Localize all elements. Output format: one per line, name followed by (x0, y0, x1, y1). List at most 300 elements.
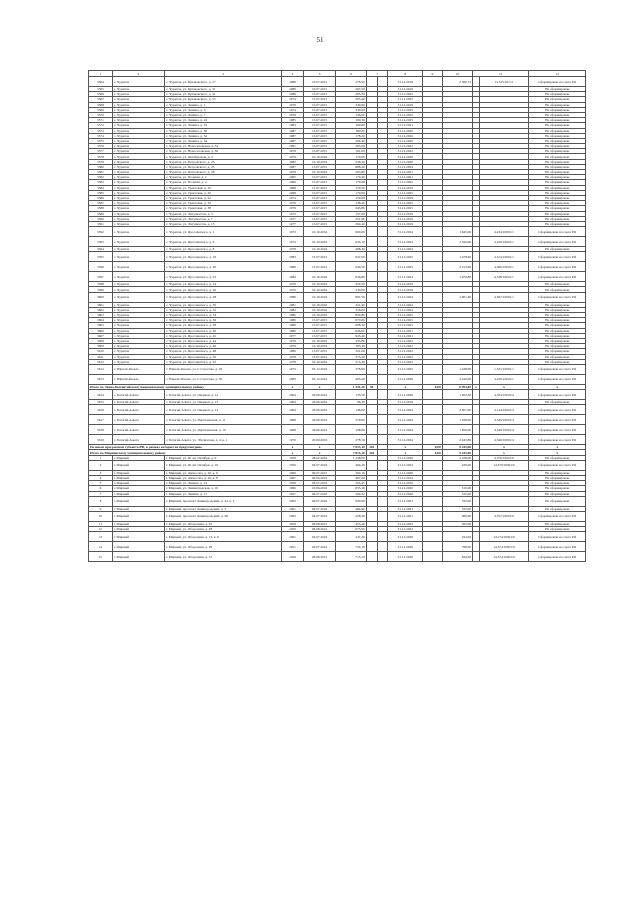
table-cell (366, 374, 377, 384)
table-cell: г. Мирный (112, 552, 164, 562)
table-cell: 1980 (282, 313, 304, 318)
table-cell (377, 532, 388, 542)
table-cell: 03.12.2016 (303, 374, 336, 384)
table-cell: Не сформирован (529, 216, 586, 221)
table-cell: 1979 (282, 149, 304, 154)
table-cell: Не сформирован (529, 318, 586, 323)
table-cell: 31.12.2022 (388, 527, 423, 532)
table-cell: 31.12.2021 (388, 511, 423, 521)
table-cell: 2 540,00 (442, 237, 472, 247)
table-cell: 1964 (282, 405, 304, 415)
table-cell: Сформирован на счете РО (529, 227, 586, 237)
table-cell: Сформирован на счете РО (529, 262, 586, 272)
table-cell: г. Мирный, ул. Ленина, д. 14 (164, 481, 281, 486)
table-cell: 10.10.2016 (303, 344, 336, 349)
table-cell: 4,346/10001/4 (479, 425, 529, 435)
table-cell: г. Мирный (112, 511, 164, 521)
table-cell: г. Мирный (112, 491, 164, 496)
table-cell: 3587 (89, 201, 113, 206)
table-cell: 3580 (89, 164, 113, 169)
table-cell: x (303, 384, 336, 389)
table-cell (377, 496, 388, 506)
table-cell: 10.10.2016 (303, 247, 336, 252)
table-cell: с. Батагай-Алыта, ул. Эбеляхская, д. 4, к. 1 (164, 435, 281, 445)
table-cell: 10.10.2016 (303, 237, 336, 247)
table-cell: 31.12.2019 (388, 400, 423, 405)
table-cell: 1989 (282, 92, 304, 97)
table-cell: 15.07.2015 (303, 123, 336, 128)
table-cell: с. Юрюнг-Кюель, ул. С.Строгова, д. 26 (164, 364, 281, 374)
table-cell: 2 445,80 (442, 435, 472, 445)
table-cell: с. Чурапча (112, 237, 164, 247)
table-cell: с. Чурапча (112, 123, 164, 128)
table-cell: с. Батагай-Алыта, ул. Оверкан, д. 13 (164, 400, 281, 405)
table-cell: 14 (89, 542, 113, 552)
table-cell: 324,50 (336, 282, 366, 287)
table-cell: Не сформирован (529, 123, 586, 128)
table-cell: 198,00 (336, 425, 366, 435)
table-cell: с. Чурапча (112, 138, 164, 143)
table-cell: с. Юрюнг-Кюель (112, 374, 164, 384)
column-number: 5 (303, 71, 336, 77)
table-cell: Сформирован на счете РО (529, 542, 586, 552)
table-cell: с. Чурапча, ул. Кулаковского, д. 41 (164, 92, 281, 97)
table-row (89, 460, 586, 470)
table-cell: 31.12.2025 (388, 323, 423, 328)
table-cell: с. Чурапча (112, 287, 164, 292)
table-cell: с. Чурапча (112, 302, 164, 307)
table-cell: 31.12.2025 (388, 206, 423, 211)
summary-label: По иным программам субъекта РФ, в рамках которых не предусмотрено (89, 445, 282, 450)
table-cell: x (388, 450, 423, 455)
table-cell: Не сформирован (529, 313, 586, 318)
table-cell: Не сформирован (529, 149, 586, 154)
table-cell: 3599 (89, 287, 113, 292)
table-cell: 3605 (89, 323, 113, 328)
table-cell: 458,30 (336, 511, 366, 521)
table-cell: 439,00 (442, 460, 472, 470)
table-cell: 10.10.2016 (303, 338, 336, 343)
table-cell: 834,00 (442, 552, 472, 562)
table-cell: с. Чурапча, ул. Трактовая, д. 38 (164, 206, 281, 211)
table-cell: 4,230/10001/1 (479, 374, 529, 384)
table-row (89, 237, 586, 247)
table-cell: 160,60 (336, 123, 366, 128)
table-cell: с. Чурапча (112, 195, 164, 200)
table-cell: 3598 (89, 282, 113, 287)
table-cell: 15.07.2015 (303, 333, 336, 338)
table-cell: 1979 (282, 154, 304, 159)
table-cell: г. Мирный (112, 460, 164, 470)
table-cell: 3617 (89, 415, 113, 425)
table-cell: 11 (89, 521, 113, 526)
table-cell (377, 227, 388, 237)
table-cell: 1973 (282, 211, 304, 216)
table-cell: 4,596/10001/1 (479, 262, 529, 272)
table-cell (366, 237, 377, 247)
table-body (89, 71, 586, 562)
table-cell: 1976 (282, 102, 304, 107)
table-cell: 378,00 (336, 364, 366, 374)
table-cell: 31.12.2019 (388, 185, 423, 190)
table-cell: 647,00 (336, 252, 366, 262)
table-cell: 1989 (282, 77, 304, 87)
table-cell (423, 511, 443, 521)
table-cell: 670,00 (336, 318, 366, 323)
table-cell (366, 227, 377, 237)
table-cell: 1 645,00 (442, 227, 472, 237)
table-cell: 1978 (282, 359, 304, 364)
table-cell: x (479, 384, 529, 389)
table-cell: 31.12.2019 (388, 287, 423, 292)
table-cell: с. Чурапча (112, 211, 164, 216)
table-cell: 20.09.2016 (303, 415, 336, 425)
table-cell: Не сформирован (529, 486, 586, 491)
table-cell: 722,10 (336, 542, 366, 552)
table-cell: 1973 (282, 364, 304, 374)
table-cell: 31.12.2022 (388, 149, 423, 154)
table-cell: 04.07.2016 (303, 491, 336, 496)
table-cell: 900,00 (336, 227, 366, 237)
table-cell: 1977 (282, 333, 304, 338)
table-cell: 2 228,00 (442, 455, 472, 460)
table-cell: 1977 (282, 216, 304, 221)
table-cell: 1964 (282, 400, 304, 405)
table-cell: с. Чурапча (112, 77, 164, 87)
table-cell: 636,10 (336, 237, 366, 247)
table-cell: Не сформирован (529, 128, 586, 133)
table-cell: с. Чурапча (112, 262, 164, 272)
table-cell: 265,00 (336, 144, 366, 149)
table-cell: Не сформирован (529, 154, 586, 159)
table-cell: 929,66 (336, 496, 366, 506)
table-cell: 1968 (282, 415, 304, 425)
table-cell: 330,60 (336, 107, 366, 112)
table-cell (377, 252, 388, 262)
table-cell: 3619 (89, 435, 113, 445)
table-cell: 4,357/10001/0 (479, 511, 529, 521)
table-cell: г. Мирный (112, 476, 164, 481)
table-cell: с. Чурапча, ул. Трактовая, д. 34 (164, 201, 281, 206)
table-cell: Сформирован на счете РО (529, 460, 586, 470)
table-cell: г. Мирный, проспект Ленинградский, д. 3 (164, 506, 281, 511)
table-cell: 278,50 (336, 435, 366, 445)
table-cell: 15.07.2015 (303, 354, 336, 359)
table-cell: 1 (89, 455, 113, 460)
table-cell: 270,00 (336, 415, 366, 425)
table-row (89, 496, 586, 506)
table-cell: с. Чурапча, ул. Петровского, д. 23 (164, 159, 281, 164)
table-cell (423, 460, 443, 470)
table-cell: с. Чурапча (112, 344, 164, 349)
table-cell (423, 262, 443, 272)
table-cell: 31.12.2019 (388, 87, 423, 92)
table-cell: с. Батагай-Алыта (112, 390, 164, 400)
summary-label: Итого по Мирнинскому муниципальному району (89, 450, 282, 455)
table-cell: 997,50 (336, 292, 366, 302)
table-cell: 31.12.2016 (388, 481, 423, 486)
table-cell: 1987 (282, 133, 304, 138)
table-cell: 20.09.2016 (303, 405, 336, 415)
table-cell: 15 (89, 552, 113, 562)
table-cell (377, 374, 388, 384)
table-cell: с. Чурапча, ул. Петровского, д. 28 (164, 170, 281, 175)
table-cell: с. Батагай-Алыта (112, 415, 164, 425)
table-cell: 332,00 (442, 496, 472, 506)
table-cell: с. Чурапча, ул. Новоселовская, д. 34 (164, 144, 281, 149)
table-cell: 203,45 (336, 481, 366, 486)
table-cell: 31.12.2020 (388, 491, 423, 496)
table-cell: г. Мирный, ул. Оборонная, д. 28 (164, 527, 281, 532)
table-cell: с. Чурапча (112, 349, 164, 354)
table-cell: 1984 (282, 272, 304, 282)
table-cell (366, 77, 377, 87)
table-cell: Не сформирован (529, 190, 586, 195)
table-cell: Не сформирован (529, 282, 586, 287)
table-cell: 31.12.2025 (388, 190, 423, 195)
table-cell: 1980 (282, 323, 304, 328)
table-cell: 170,40 (336, 175, 366, 180)
table-cell: 315,40 (336, 359, 366, 364)
table-cell: г. Мирный, ул. Аммосова, д. 20, к. 8 (164, 476, 281, 481)
table-cell: с. Чурапча, ул. Ярославского, д. 6 (164, 237, 281, 247)
table-cell: 3565 (89, 87, 113, 92)
table-cell: 31.12.2019 (388, 211, 423, 216)
table-cell (377, 435, 388, 445)
table-cell: 3604 (89, 318, 113, 323)
table-cell: Сформирован на счете РО (529, 425, 586, 435)
table-cell: г. Мирный (112, 532, 164, 542)
table-cell: с. Чурапча (112, 149, 164, 154)
table-cell: 14,374/10001/0 (479, 542, 529, 552)
table-cell (423, 425, 443, 435)
table-cell: 1959 (282, 552, 304, 562)
table-cell: 3581 (89, 170, 113, 175)
table-cell: 3615 (89, 400, 113, 405)
table-cell (366, 405, 377, 415)
table-cell: 31.12.2024 (388, 425, 423, 435)
table-cell: Сформирован на счете РО (529, 435, 586, 445)
table-cell: 3588 (89, 206, 113, 211)
table-cell: 1 976,80 (442, 272, 472, 282)
table-cell: с. Чурапча, ул. Ярославского, д. 16 (164, 252, 281, 262)
table-cell: с. Юрюнг-Кюель, ул. С.Строгова, д. 30 (164, 374, 281, 384)
table-cell: 9 245,00 (442, 450, 472, 455)
table-row (89, 435, 586, 445)
table-cell: 3568 (89, 102, 113, 107)
table-cell: 467,00 (336, 476, 366, 481)
table-cell: 1987 (282, 164, 304, 169)
table-cell: Не сформирован (529, 112, 586, 117)
table-cell: 31.12.2023 (388, 460, 423, 470)
table-cell (377, 390, 388, 400)
table-cell: 15.07.2015 (303, 211, 336, 216)
table-cell: с. Чурапча, ул. Октябрьская, д. 2 (164, 154, 281, 159)
table-cell: с. Чурапча (112, 206, 164, 211)
table-cell: 2 001,60 (442, 292, 472, 302)
table-cell: с. Чурапча, ул. Кулаковского, д. 27 (164, 77, 281, 87)
table-cell: 455,40 (336, 521, 366, 526)
table-cell: 31.12.2022 (388, 180, 423, 185)
table-cell: с. Чурапча (112, 92, 164, 97)
table-cell: 251,90 (336, 216, 366, 221)
table-cell (423, 532, 443, 542)
table-cell: 640,50 (336, 262, 366, 272)
table-cell: 926,00 (336, 328, 366, 333)
table-cell: 1956 (282, 460, 304, 470)
table-cell: 31.12.2022 (388, 112, 423, 117)
table-cell: 15.07.2015 (303, 128, 336, 133)
table-cell: 636,80 (336, 272, 366, 282)
table-cell: г. Мирный (112, 506, 164, 511)
table-cell: 9 (89, 506, 113, 511)
column-number: 12 (529, 71, 586, 77)
table-cell: 31.12.2024 (388, 405, 423, 415)
table-cell: 31.12.2019 (388, 216, 423, 221)
table-cell: 15.07.2015 (303, 221, 336, 226)
table-cell: с. Чурапча (112, 323, 164, 328)
table-cell: 31.12.2022 (388, 344, 423, 349)
table-cell: 1965 (282, 175, 304, 180)
table-cell: с. Чурапча (112, 359, 164, 364)
table-cell: г. Мирный, ул. Оборонная, д. 31 (164, 552, 281, 562)
table-cell: 326 (366, 450, 377, 455)
table-cell (377, 364, 388, 374)
table-cell: 31.12.2024 (388, 247, 423, 252)
table-cell: г. Мирный (112, 542, 164, 552)
table-cell: Не сформирован (529, 287, 586, 292)
table-cell: с. Чурапча, ул. Кулаковского, д. 55 (164, 97, 281, 102)
table-row (89, 262, 586, 272)
table-cell: 1986 (282, 292, 304, 302)
table-cell: 31.12.2025 (388, 262, 423, 272)
table-cell: Сформирован на счете РО (529, 415, 586, 425)
table-cell: 10.07.2015 (303, 77, 336, 87)
table-cell: Не сформирован (529, 170, 586, 175)
table-cell: 06.08.2015 (303, 527, 336, 532)
table-cell: с. Чурапча, ул. Кулаковского, д. 31 (164, 87, 281, 92)
table-cell: 6 (89, 486, 113, 491)
table-cell: 834,80 (336, 313, 366, 318)
table-cell: 04.07.2016 (303, 532, 336, 542)
table-cell: Сформирован на счете РО (529, 237, 586, 247)
table-cell: 1961 (282, 532, 304, 542)
table-cell: г. Мирный (112, 470, 164, 475)
table-cell: 7 813,10 (336, 445, 366, 450)
table-row (89, 292, 586, 302)
table-cell: 31.12.2021 (388, 170, 423, 175)
table-cell: 194,00 (442, 532, 472, 542)
table-cell: 3573 (89, 128, 113, 133)
table-cell (366, 532, 377, 542)
table-cell (366, 252, 377, 262)
table-cell: 2 440,00 (442, 374, 472, 384)
table-cell: x (282, 384, 304, 389)
table-cell: с. Батагай-Алыта (112, 405, 164, 415)
table-cell: 10.10.2016 (303, 227, 336, 237)
table-cell (377, 405, 388, 415)
table-cell: 1968 (282, 185, 304, 190)
table-cell: 1959 (282, 527, 304, 532)
table-cell: 3595 (89, 252, 113, 262)
table-cell: 31.12.2020 (388, 470, 423, 475)
table-cell: с. Чурапча (112, 175, 164, 180)
table-cell: 31.12.2024 (388, 302, 423, 307)
table-cell: 8 (89, 496, 113, 506)
table-cell: 1964 (282, 390, 304, 400)
table-cell: 31.12.2025 (388, 318, 423, 323)
table-cell: г. Мирный, проспект Ленинградский, д. 48 (164, 511, 281, 521)
table-cell: 3612 (89, 364, 113, 374)
table-cell: 15.07.2015 (303, 349, 336, 354)
table-cell: 1978 (282, 354, 304, 359)
table-cell: 15.07.2015 (303, 216, 336, 221)
table-cell (366, 542, 377, 552)
table-cell: Не сформирован (529, 527, 586, 532)
table-cell: 715,10 (336, 552, 366, 562)
table-cell: с. Чурапча (112, 180, 164, 185)
table-cell: 31.12.2020 (388, 542, 423, 552)
table-cell: 1958 (282, 455, 304, 460)
table-cell: с. Батагай-Алыта, ул. Партизанская, д. 10 (164, 425, 281, 435)
table-cell: 3616 (89, 405, 113, 415)
table-cell: 1976 (282, 338, 304, 343)
table-cell: 1974 (282, 97, 304, 102)
table-cell: x (479, 450, 529, 455)
column-number: 1 (89, 71, 113, 77)
table-cell: 10.10.2016 (303, 282, 336, 287)
table-cell: Сформирован на счете РО (529, 511, 586, 521)
table-cell: 31.12.2019 (388, 102, 423, 107)
table-cell: с. Чурапча (112, 338, 164, 343)
table-cell: 1960 (282, 470, 304, 475)
table-cell: Не сформирован (529, 328, 586, 333)
table-cell: 3591 (89, 221, 113, 226)
table-cell: 4,346/10001/4 (479, 415, 529, 425)
table-cell: 1961 (282, 506, 304, 511)
table-cell: 303,40 (336, 344, 366, 349)
table-cell: 31.12.2022 (388, 97, 423, 102)
table-cell: 3600 (89, 292, 113, 302)
table-cell: 247,20 (336, 532, 366, 542)
table-cell: г. Мирный, проспект Ленинградский, д. 34, к. 2 (164, 496, 281, 506)
table-cell: 15.07.2015 (303, 201, 336, 206)
table-row (89, 227, 586, 237)
table-cell: 4,370/10001/0 (479, 455, 529, 460)
table-cell: 1970 (282, 287, 304, 292)
table-cell: 10 (89, 511, 113, 521)
table-cell: 1980 (282, 349, 304, 354)
table-cell: 1 638,00 (442, 415, 472, 425)
table-cell: с. Чурапча (112, 272, 164, 282)
table-cell: г. Мирный (112, 486, 164, 491)
table-cell: 2 857,00 (442, 405, 472, 415)
table-cell: 3589 (89, 211, 113, 216)
table-cell: 31.12.2019 (388, 195, 423, 200)
table-row (89, 552, 586, 562)
table-cell: x (282, 450, 304, 455)
table-cell: 31.12.2022 (388, 354, 423, 359)
table-cell: 96,30 (336, 400, 366, 405)
table-cell: 150,00 (336, 195, 366, 200)
table-cell: 04.07.2016 (303, 506, 336, 511)
table-cell: 3572 (89, 123, 113, 128)
table-cell: 1979 (282, 344, 304, 349)
table-cell: 03.12.2016 (303, 364, 336, 374)
table-cell: 1980 (282, 318, 304, 323)
table-cell: 14,370/10001/0 (479, 460, 529, 470)
table-cell: 495,20 (336, 374, 366, 384)
